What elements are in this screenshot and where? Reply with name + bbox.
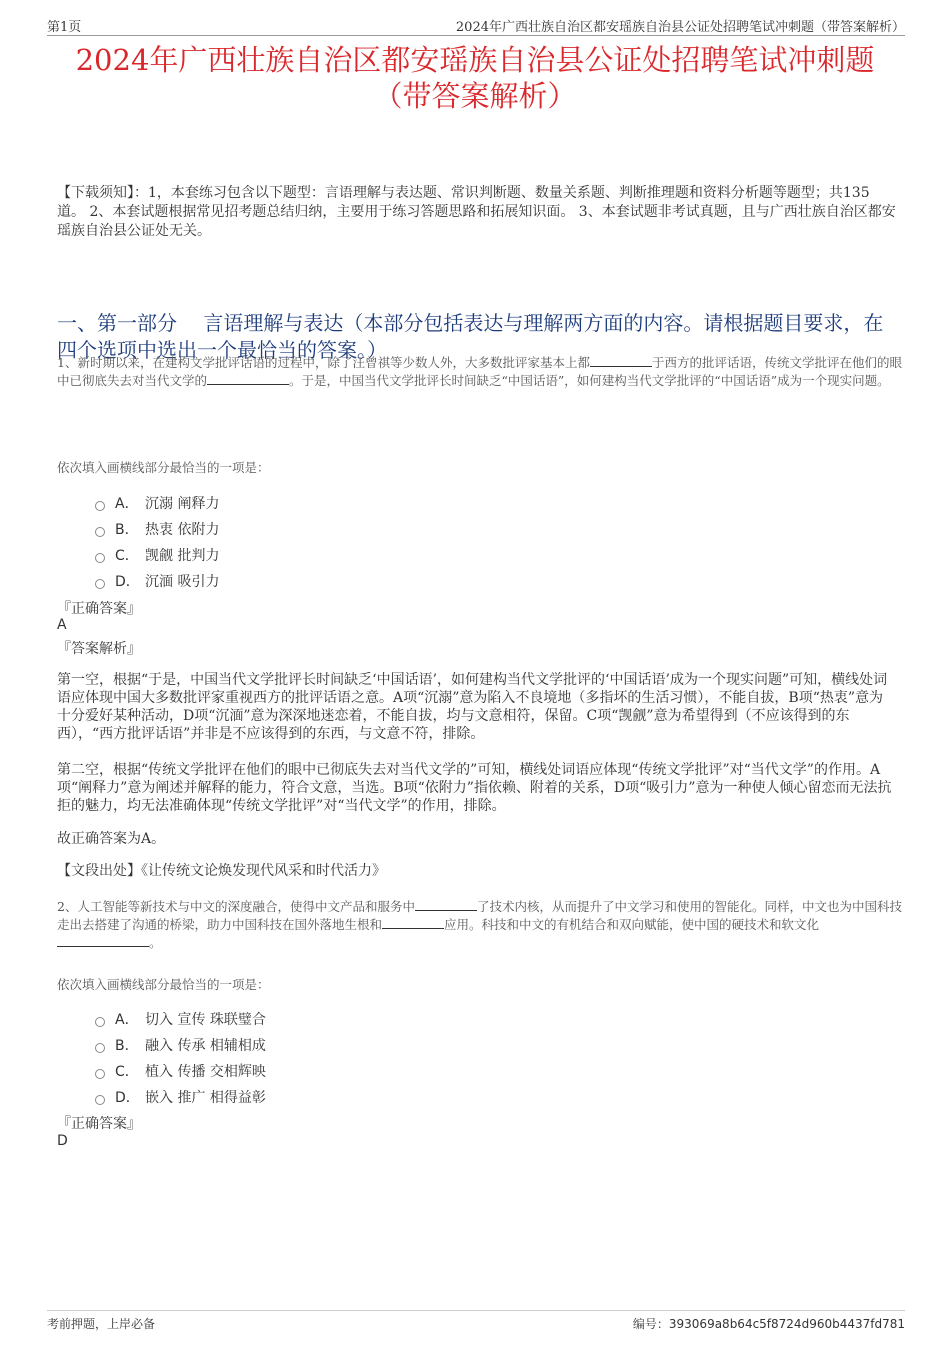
q1-text-part-2: 于西方的批评话语，传统文学批评在他们的眼中已彻底失去对当代文学的: [57, 355, 902, 388]
q2-text-part-4: 。: [149, 935, 162, 950]
q2-option-d[interactable]: [95, 1084, 266, 1110]
question-1-stem: [57, 354, 902, 390]
radio-icon[interactable]: [95, 553, 105, 563]
option-text: 植入 传播 交相辉映: [145, 1064, 266, 1080]
radio-icon[interactable]: [95, 501, 105, 511]
option-text: 沉溺 阐释力: [145, 496, 220, 512]
footer-code-value: 393069a8b64c5f8724d960b4437fd781: [668, 1317, 905, 1331]
section-heading: 一、第一部分 言语理解与表达（本部分包括表达与理解两方面的内容。请根据题目要求，在四个选项中选出一个最恰当的答案。）: [57, 311, 884, 362]
page-footer: [47, 1310, 905, 1338]
q2-answer-label: 『正确答案』: [57, 1116, 141, 1132]
q1-text-part-3: 。于是，中国当代文学批评长时间缺乏“中国话语”，如何建构当代文学批评的“中国话语”成为一个现实问题。: [289, 373, 890, 388]
page-number: 第1页: [47, 20, 82, 35]
q1-text-part-1: 1、新时期以来，在建构文学批评话语的过程中，除了汪曾祺等少数人外，大多数批评家基本上都: [57, 355, 590, 370]
q1-blank-2: [207, 373, 289, 385]
page-header: [47, 14, 905, 36]
option-text: 热衷 依附力: [145, 522, 220, 538]
option-letter: A．: [115, 1012, 139, 1028]
option-text: 沉湎 吸引力: [145, 574, 220, 590]
q1-analysis-conclusion: 故正确答案为A。: [57, 831, 166, 847]
q1-analysis-paragraph-1: 第一空，根据“于是，中国当代文学批评长时间缺乏‘中国话语’，如何建构当代文学批评的‘中国话语’成为一个现实问题”可知，横线处词语应体现中国大多数批评家重视西方的批评话语之意。A项“沉溺”意为陷入不良境地（多指坏的生活习惯），不能自拔，B项“热衷”意为十分爱好某种活动，D项“沉湎”意为深深地迷恋着，不能自拔，均与文意相符，保留。C项“觊觎”意为希望得到（不应该得到的东西），“西方批评话语”并非是不应该得到的东西，与文意不符，排除。: [57, 672, 888, 742]
q2-options: [95, 1006, 266, 1110]
q1-option-d[interactable]: [95, 568, 219, 594]
q1-source: 【文段出处】《让传统文论焕发现代风采和时代活力》: [57, 863, 386, 879]
header-doc-title: 2024年广西壮族自治区都安瑶族自治县公证处招聘笔试冲刺题（带答案解析）: [455, 20, 905, 35]
q1-option-b[interactable]: [95, 516, 219, 542]
radio-icon[interactable]: [95, 1069, 105, 1079]
title-line-2: （带答案解析）: [373, 79, 577, 113]
option-text: 觊觎 批判力: [145, 548, 220, 564]
page-title: [40, 42, 910, 114]
radio-icon[interactable]: [95, 1017, 105, 1027]
q2-answer: D: [57, 1133, 68, 1149]
q2-text-part-3: 应用。科技和中文的有机结合和双向赋能，使中国的硬技术和软文化: [444, 917, 820, 932]
radio-icon[interactable]: [95, 1095, 105, 1105]
option-text: 切入 宣传 珠联璧合: [145, 1012, 266, 1028]
option-letter: B．: [115, 522, 139, 538]
q1-answer: A: [57, 617, 67, 633]
option-letter: A．: [115, 496, 139, 512]
q1-blank-1: [590, 355, 652, 367]
q1-option-a[interactable]: [95, 490, 219, 516]
download-notice: 【下载须知】：1，本套练习包含以下题型：言语理解与表达题、常识判断题、数量关系题、判断推理题和资料分析题等题型；共135道。 2、本套试题根据常见招考题总结归纳，主要用于练习答题思路和拓展知识面。 3、本套试题非考试真题，且与广西壮族自治区都安瑶族自治县公证处无关。: [57, 185, 896, 239]
q2-text-part-2: 了技术内核，从而提升了中文学习和使用的智能化。同样，中文也为中国科技走出去搭建了沟通的桥梁，助力中国科技在国外落地生根和: [57, 899, 902, 932]
radio-icon[interactable]: [95, 527, 105, 537]
question-2-stem: [57, 898, 902, 952]
q2-blank-2: [382, 917, 444, 929]
radio-icon[interactable]: [95, 579, 105, 589]
option-letter: B．: [115, 1038, 139, 1054]
radio-icon[interactable]: [95, 1043, 105, 1053]
q1-option-c[interactable]: [95, 542, 219, 568]
q1-prompt: 依次填入画横线部分最恰当的一项是：: [57, 460, 270, 475]
option-letter: D．: [115, 574, 140, 590]
title-line-1: 2024年广西壮族自治区都安瑶族自治县公证处招聘笔试冲刺题: [75, 43, 875, 77]
option-letter: D．: [115, 1090, 140, 1106]
q2-option-a[interactable]: [95, 1006, 266, 1032]
q2-blank-1: [415, 899, 477, 911]
footer-code: [633, 1315, 905, 1332]
q2-option-c[interactable]: [95, 1058, 266, 1084]
q1-answer-label: 『正确答案』: [57, 601, 141, 617]
footer-code-label: 编号：: [632, 1317, 669, 1331]
q1-analysis-label: 『答案解析』: [57, 641, 141, 657]
q1-options: [95, 490, 219, 594]
option-text: 嵌入 推广 相得益彰: [145, 1090, 266, 1106]
q2-option-b[interactable]: [95, 1032, 266, 1058]
option-letter: C．: [115, 1064, 139, 1080]
q2-text-part-1: 2、人工智能等新技术与中文的深度融合，使得中文产品和服务中: [57, 899, 415, 914]
q2-prompt: 依次填入画横线部分最恰当的一项是：: [57, 977, 270, 992]
option-text: 融入 传承 相辅相成: [145, 1038, 266, 1054]
q1-analysis-paragraph-2: 第二空，根据“传统文学批评在他们的眼中已彻底失去对当代文学的”可知，横线处词语应体现“传统文学批评”对“当代文学”的作用。A项“阐释力”意为阐述并解释的能力，符合文意，当选。B项“依附力”指依赖、附着的关系，D项“吸引力”意为一种使人倾心留恋而无法抗拒的魅力，均无法准确体现“传统文学批评”对“当代文学”的作用，排除。: [57, 762, 892, 814]
footer-slogan: 考前押题，上岸必备: [47, 1317, 156, 1331]
q2-blank-3: [57, 935, 149, 947]
option-letter: C．: [115, 548, 139, 564]
